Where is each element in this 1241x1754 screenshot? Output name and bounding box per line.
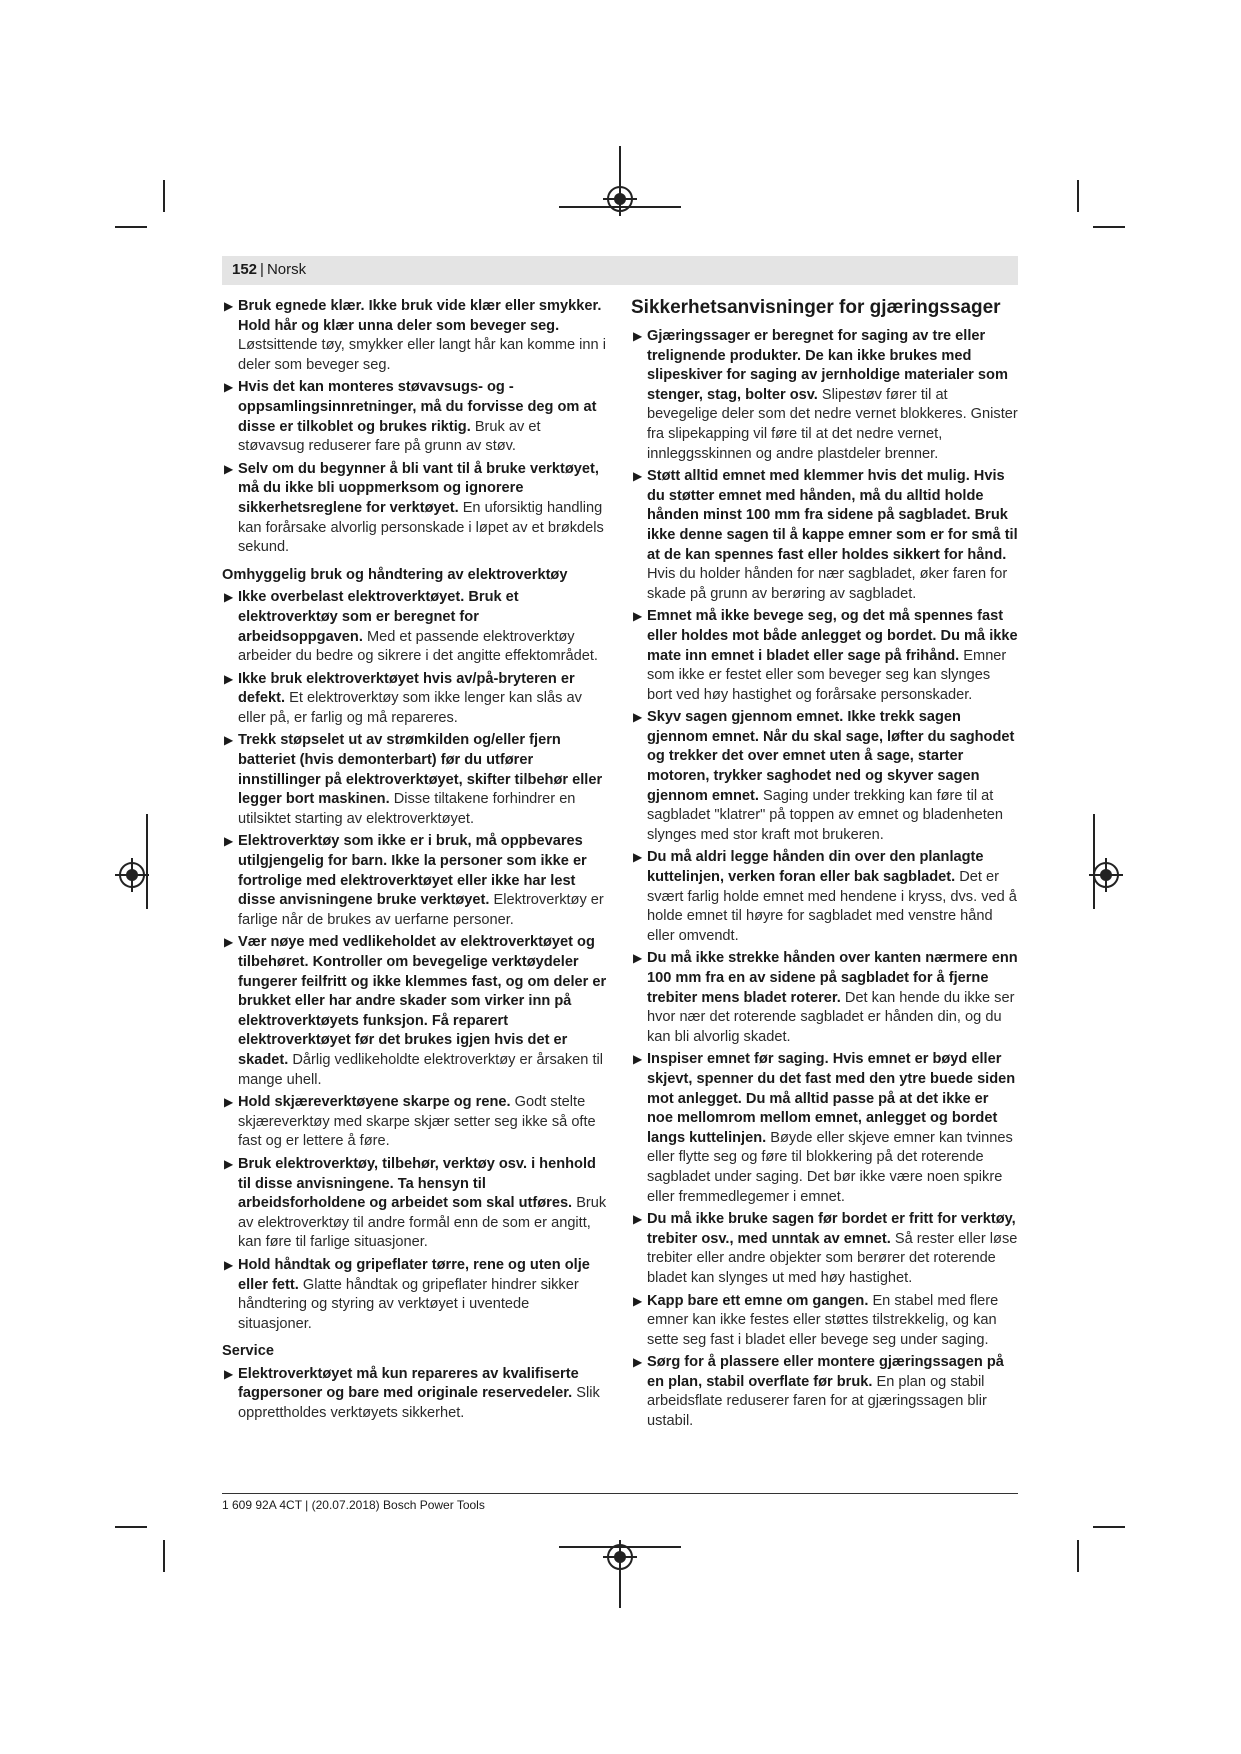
item-text: En stabel med flere emner kan ikke festes eller støttes tilstrekkelig, og kan sette seg fast i bladet eller bevege seg under saging. [647, 1292, 999, 1348]
list-item [222, 1093, 607, 1152]
item-text: Godt stelte skjæreverktøy med skarpe skjær setter seg ikke så ofte fast og er lettere å føre. [238, 1094, 596, 1150]
item-bold-text: Kapp bare ett emne om gangen. [647, 1292, 869, 1309]
item-text: Bruk av elektroverktøy til andre formål enn de som er angitt, kan føre til farlige situasjoner. [238, 1195, 607, 1251]
item-bold-text: Inspiser emnet før saging. Hvis emnet er bøyd eller skjevt, spenner du det fast med den ytre buede siden mot anlegget. Du må alltid passe på at det ikke er noe mellomrom mellom emnet, anlegget og bordet langs kuttelinjen. [647, 1051, 1016, 1146]
item-bold-text: Du må aldri legge hånden din over den planlagte kuttelinjen, verken foran eller bak sagbladet. [647, 849, 984, 886]
item-text: Bruk av et støvavsug reduserer fare på grunn av støv. [238, 418, 541, 455]
item-text: Elektroverktøy er farlige når de brukes av uerfarne personer. [238, 892, 604, 928]
list-item [222, 378, 607, 456]
crop-mark [163, 1540, 165, 1572]
registration-mark-icon [607, 1544, 633, 1570]
item-text: Slik opprettholdes verktøyets sikkerhet. [238, 1385, 600, 1422]
section-title: Sikkerhetsanvisninger for gjæringssager [631, 297, 1001, 318]
registration-mark-icon [607, 186, 633, 212]
item-bold-text: Elektroverktøy som ikke er i bruk, må oppbevares utilgjengelig for barn. Ikke la personer som ikke er fortrolige med elektroverktøyet eller ikke har lest disse anvisningene bruke verktøyet. [238, 833, 587, 909]
item-text: Med et passende elektroverktøy arbeider du bedre og sikrere i det angitte effektområdet. [238, 628, 598, 665]
bullet-arrow-icon: ▶ [633, 1052, 643, 1067]
page-footer: 1 609 92A 4CT | (20.07.2018) Bosch Power Tools [222, 1498, 485, 1512]
item-list [222, 1365, 607, 1424]
list-item [222, 832, 607, 930]
item-text: Bøyde eller skjeve emner kan tvinnes eller flytte seg og føre til blokkering på det roterende sagbladet under saging. Det bør ikke være noen spikre eller fremmedlegemer i emnet. [647, 1129, 1013, 1205]
item-bold-text: Du må ikke bruke sagen før bordet er fritt for verktøy, trebiter osv., med unntak av emnet. [647, 1211, 1016, 1247]
item-bold-text: Bruk egnede klær. Ikke bruk vide klær eller smykker. Hold hår og klær unna deler som beveger seg. [238, 298, 602, 334]
item-bold-text: Hold skjæreverktøyene skarpe og rene. [238, 1094, 511, 1111]
registration-mark-icon [1093, 862, 1119, 888]
page-number: 152 [232, 261, 258, 278]
item-text: Emner som ikke er festet eller som beveger seg kan slynges bort ved høy hastighet og forårsake personskader. [647, 647, 1007, 703]
item-text: Slipestøv fører til at bevegelige deler som det nedre vernet blokkeres. Gnister fra slipekapping vil føre til at det nedre vernet, innleggsskinnen og andre plastdeler brenner. [647, 386, 1018, 462]
item-list [222, 588, 607, 1334]
crop-mark [1093, 226, 1125, 228]
page-header-bar [222, 256, 1018, 285]
bullet-arrow-icon: ▶ [633, 1293, 643, 1308]
bullet-arrow-icon: ▶ [633, 1212, 643, 1227]
list-item [222, 588, 607, 666]
list-item [222, 1365, 607, 1424]
bullet-arrow-icon: ▶ [633, 469, 643, 484]
list-item [631, 848, 1018, 946]
registration-mark-icon [119, 862, 145, 888]
list-item [222, 297, 607, 375]
left-column [222, 297, 607, 1427]
bullet-arrow-icon: ▶ [224, 299, 234, 313]
bullet-arrow-icon: ▶ [224, 733, 234, 748]
bullet-arrow-icon: ▶ [633, 710, 643, 725]
item-text: Glatte håndtak og gripeflater hindrer sikker håndtering og styring av verktøyet i uventede situasjoner. [238, 1276, 579, 1332]
bullet-arrow-icon: ▶ [224, 935, 234, 950]
crop-mark [1093, 814, 1095, 909]
list-item [631, 1292, 1018, 1351]
item-text: Det er svært farlig holde emnet med hendene i kryss, dvs. ved å holde emnet til høyre for sagbladet med venstre hånd eller omvendt. [647, 869, 1017, 944]
list-item [222, 670, 607, 729]
bullet-arrow-icon: ▶ [224, 671, 234, 686]
list-item [222, 933, 607, 1090]
crop-mark [1077, 180, 1079, 212]
crop-mark [115, 226, 147, 228]
bullet-arrow-icon: ▶ [224, 590, 234, 605]
item-bold-text: Sørg for å plassere eller montere gjæringssagen på en plan, stabil overflate før bruk. [647, 1354, 1004, 1390]
item-text: En uforsiktig handling kan forårsake alvorlig personskade i løpet av et brøkdels sekund. [238, 499, 604, 556]
item-bold-text: Hold håndtak og gripeflater tørre, rene og uten olje eller fett. [238, 1256, 590, 1293]
item-text: Et elektroverktøy som ikke lenger kan slås av eller på, er farlig og må repareres. [238, 690, 582, 726]
item-bold-text: Gjæringssager er beregnet for saging av tre eller trelignende produkter. De kan ikke brukes med slipeskiver for saging av jernholdige materialer som stenger, stag, bolter osv. [647, 328, 1008, 403]
item-text: Disse tiltakene forhindrer en utilsiktet starting av elektroverktøyet. [238, 791, 576, 827]
list-item [631, 467, 1018, 604]
item-text: Løstsittende tøy, smykker eller langt hår kan komme inn i deler som beveger seg. [238, 337, 606, 373]
list-item [631, 1353, 1018, 1431]
section-heading-care: Omhyggelig bruk og håndtering av elektroverktøy [222, 566, 568, 583]
page-header: 152 | Norsk [232, 261, 307, 278]
item-bold-text: Vær nøye med vedlikeholdet av elektroverktøyet og tilbehøret. Kontroller om bevegelige verktøydeler fungerer feilfritt og ikke klemmes fast, og om deler er brukket eller har andre skader som virker inn på elektroverktøyets funksjon. Få reparert elektroverktøyet før det brukes igjen hvis det er skadet. [238, 934, 607, 1068]
list-item [222, 1155, 607, 1253]
bullet-arrow-icon: ▶ [224, 1156, 234, 1171]
bullet-arrow-icon: ▶ [633, 951, 643, 966]
item-list [631, 327, 1018, 1432]
item-bold-text: Ikke bruk elektroverktøyet hvis av/på-bryteren er defekt. [238, 670, 575, 707]
item-bold-text: Støtt alltid emnet med klemmer hvis det mulig. Hvis du støtter emnet med hånden, må du alltid holde hånden minst 100 mm fra sidene på sagbladet. Bruk ikke denne sagen til å kappe emner som er for små til at de kan spennes fast eller holdes sikkert for hånd. [647, 468, 1018, 563]
item-text: Det kan hende du ikke ser hvor nær det roterende sagbladet er hånden din, og du kan bli alvorlig skadet. [647, 989, 1015, 1045]
item-text: En plan og stabil arbeidsflate reduserer faren for at gjæringssagen blir ustabil. [647, 1373, 987, 1430]
item-bold-text: Ikke overbelast elektroverktøyet. Bruk et elektroverktøy som er beregnet for arbeidsoppgaven. [238, 589, 519, 645]
item-text: Saging under trekking kan føre til at sagbladet "klatrer" på toppen av emnet og bladenheten slynges med stor kraft mot brukeren. [647, 787, 1004, 843]
item-bold-text: Bruk elektroverktøy, tilbehør, verktøy osv. i henhold til disse anvisningene. Ta hensyn til arbeidsforholdene og arbeidet som skal utføres. [238, 1155, 596, 1212]
bullet-arrow-icon: ▶ [224, 461, 234, 476]
crop-mark [163, 180, 165, 212]
section-heading-service: Service [222, 1343, 274, 1360]
item-bold-text: Emnet må ikke bevege seg, og det må spennes fast eller holdes mot både anlegget og bordet. Du må ikke mate inn emnet i bladet eller sage på frihånd. [647, 608, 1018, 664]
bullet-arrow-icon: ▶ [633, 609, 643, 624]
item-bold-text: Du må ikke strekke hånden over kanten nærmere enn 100 mm fra en av sidene på sagbladet for å fjerne trebiter mens bladet roterer. [647, 950, 1018, 1006]
item-bold-text: Selv om du begynner å bli vant til å bruke verktøyet, må du ikke bli uoppmerksom og ignorere sikkerhetsreglene for verktøyet. [238, 460, 599, 516]
crop-mark [115, 1526, 147, 1528]
list-item [631, 949, 1018, 1047]
item-bold-text: Trekk støpselet ut av strømkilden og/eller fjern batteriet (hvis demonterbart) før du utfører innstillinger på elektroverktøyet, skifter tilbehør eller legger bort maskinen. [238, 732, 603, 808]
bullet-arrow-icon: ▶ [224, 1257, 234, 1272]
item-text: Så rester eller løse trebiter eller andre objekter som berører det roterende bladet kan slynges ut med høy hastighet. [647, 1230, 1018, 1286]
list-item [631, 708, 1018, 845]
right-column [631, 297, 1018, 1435]
item-bold-text: Elektroverktøyet må kun repareres av kvalifiserte fagpersoner og bare med originale reservedeler. [238, 1365, 579, 1402]
bullet-arrow-icon: ▶ [224, 1095, 234, 1110]
bullet-arrow-icon: ▶ [224, 834, 234, 849]
crop-mark [1077, 1540, 1079, 1572]
list-item [631, 1210, 1018, 1288]
crop-mark [1093, 1526, 1125, 1528]
item-text: Dårlig vedlikeholdte elektroverktøy er årsaken til mange uhell. [238, 1051, 604, 1088]
list-item [631, 327, 1018, 464]
bullet-arrow-icon: ▶ [633, 329, 643, 343]
item-list [222, 297, 607, 558]
bullet-arrow-icon: ▶ [633, 1355, 643, 1370]
crop-mark [146, 814, 148, 909]
list-item [222, 460, 607, 558]
item-bold-text: Skyv sagen gjennom emnet. Ikke trekk sagen gjennom emnet. Når du skal sage, løfter du saghodet og trekker det over emnet uten å sage, starter motoren, trykker saghodet ned og skyver sagen gjennom emnet. [647, 709, 1015, 804]
list-item [631, 1050, 1018, 1207]
item-text: Hvis du holder hånden for nær sagbladet, øker faren for skade på grunn av berøring av sagbladet. [647, 566, 1008, 602]
bullet-arrow-icon: ▶ [633, 850, 643, 865]
list-item [222, 1256, 607, 1334]
bullet-arrow-icon: ▶ [224, 1366, 234, 1381]
list-item [222, 731, 607, 829]
list-item [631, 607, 1018, 705]
bullet-arrow-icon: ▶ [224, 380, 234, 395]
item-bold-text: Hvis det kan monteres støvavsugs- og -oppsamlingsinnretninger, må du forvisse deg om at disse er tilkoblet og brukes riktig. [238, 379, 597, 435]
footer-rule [222, 1493, 1018, 1494]
page-language: Norsk [266, 261, 307, 278]
